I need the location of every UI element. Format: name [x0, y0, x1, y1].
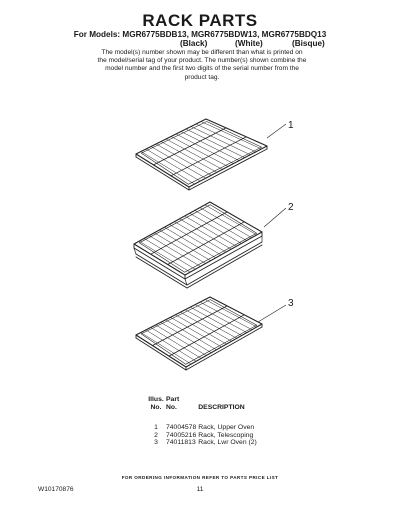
telescoping-rack-illustration: [134, 202, 262, 288]
lower-oven-rack-illustration: [136, 297, 262, 370]
document-number: W10170876: [38, 486, 74, 493]
table-row: [146, 432, 257, 440]
rack-frame: [136, 297, 262, 367]
callout-leader-3: [258, 305, 286, 322]
slide-rail: [187, 242, 262, 285]
callout-leader-1: [267, 124, 286, 138]
part-number: 74011813: [166, 439, 196, 447]
upper-oven-rack-illustration: [136, 119, 267, 190]
part-description: Rack, Upper Oven: [198, 424, 255, 431]
rack-frame: [136, 119, 267, 187]
slide-rail: [136, 254, 187, 285]
rack-frame-edge: [136, 157, 189, 190]
part-description: Rack, Telescoping: [198, 431, 254, 439]
color-white: (White): [235, 39, 263, 48]
illus-number: 2: [154, 431, 158, 439]
rack-frame-edge: [186, 327, 262, 370]
parts-list: [146, 396, 257, 447]
models-line: For Models: MGR6775BDB13, MGR6775BDW13, MGR6775BDQ13: [73, 30, 327, 39]
slide-rail: [187, 245, 262, 288]
illus-header-line2: No.: [150, 404, 162, 411]
part-header-line1: Part: [166, 396, 180, 403]
callout-leader-2: [264, 208, 286, 227]
color-black: (Black): [180, 39, 208, 48]
part-header-line2: No.: [166, 404, 177, 411]
rack-frame-edge: [185, 236, 262, 279]
model-number-notice: The model(s) number shown may be different than what is printed on the model/serial tag of your product. The number(s) shown combine the model number and the first two digits of the serial number from the product tag.: [97, 49, 307, 81]
table-row: [146, 439, 257, 447]
part-number: 74004578: [166, 424, 197, 431]
ordering-info-note: FOR ORDERING INFORMATION REFER TO PARTS PRICE LIST: [121, 475, 279, 480]
parts-header-row-2: [146, 404, 257, 412]
slide-rail: [136, 257, 187, 288]
part-description: Rack, Lwr Oven (2): [198, 439, 257, 447]
color-bisque: (Bisque): [292, 39, 325, 48]
illus-header-line1: Illus.: [148, 396, 164, 403]
parts-table: [146, 396, 257, 447]
callout-1: 1: [288, 120, 294, 131]
callout-2: 2: [288, 202, 294, 213]
illus-number: 1: [154, 424, 158, 431]
part-number: 74005216: [166, 431, 197, 439]
page-title: RACK PARTS: [142, 11, 258, 30]
illus-number: 3: [154, 439, 158, 447]
callout-3: 3: [288, 298, 294, 309]
description-header: DESCRIPTION: [198, 404, 245, 411]
parts-header-row-1: [146, 396, 257, 404]
page-number: 11: [196, 486, 204, 493]
rack-inner-frame: [141, 122, 261, 185]
rack-frame-edge: [136, 338, 186, 370]
table-row: [146, 424, 257, 432]
rack-support-bar: [154, 128, 227, 165]
